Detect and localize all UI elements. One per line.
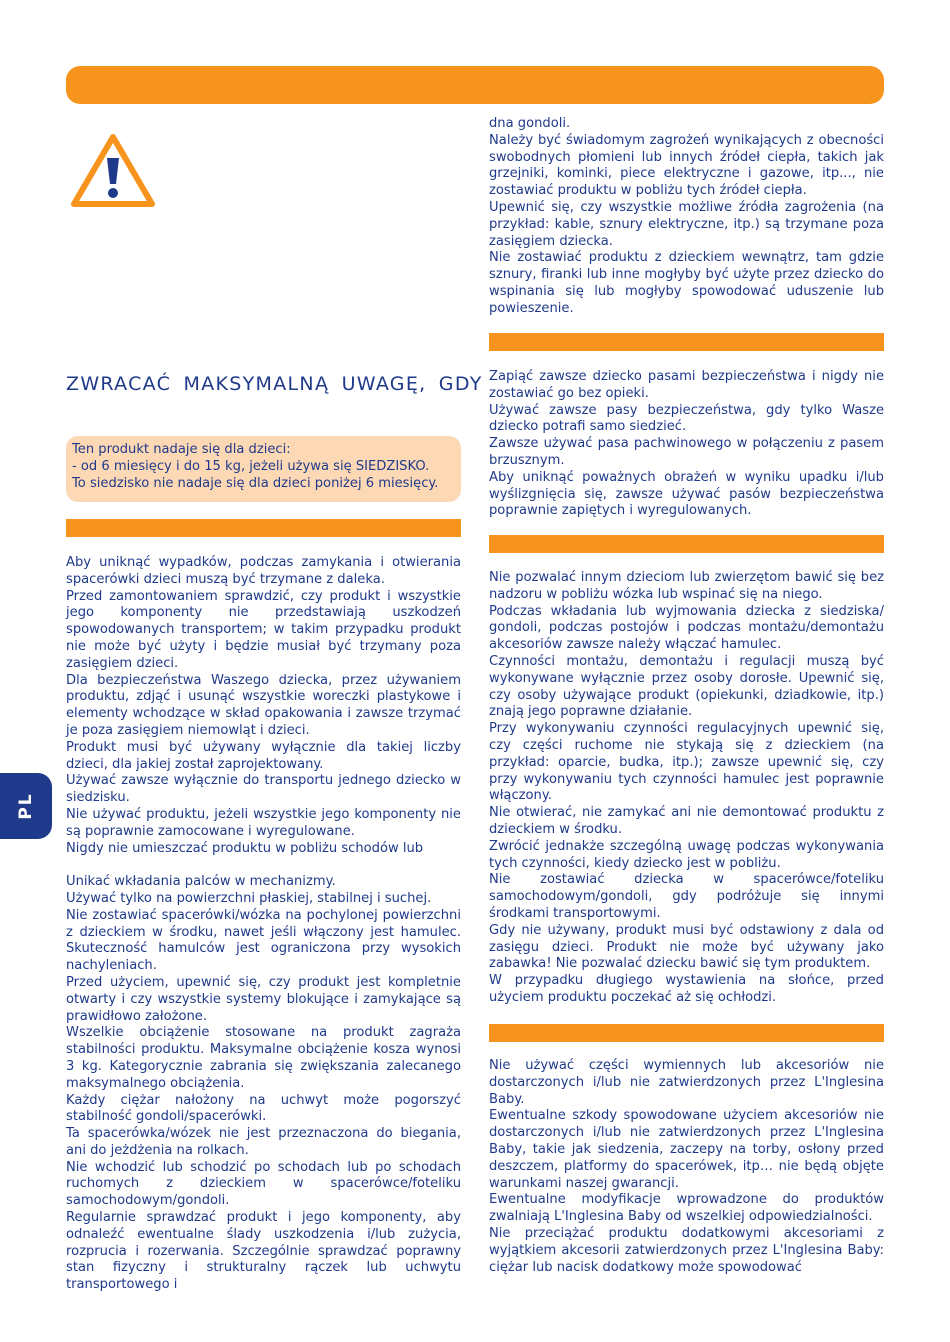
paragraph: Nie zostawiać spacerówki/wózka na pochylonej powierzchni z dzieckiem w środku, nawet jeśli włączony jest hamulec. Skuteczność hamulców jest ograniczona przy wysokich nachyleniach.	[66, 907, 461, 974]
right-column-accessories	[489, 1058, 884, 1276]
paragraph: Nie otwierać, nie zamykać ani nie demontować produktu z dzieckiem w środku.	[489, 805, 884, 837]
language-tab-label: PL	[16, 792, 36, 820]
warning-triangle-icon	[70, 132, 156, 210]
paragraph: Zapiąć zawsze dziecko pasami bezpieczeństwa i nigdy nie zostawiać go bez opieki.	[489, 369, 884, 401]
paragraph: Używać tylko na powierzchni płaskiej, stabilnej i suchej.	[66, 890, 432, 906]
left-column-main	[66, 555, 461, 1294]
paragraph: Ewentualne szkody spowodowane użyciem akcesoriów nie dostarczonych i/lub nie zatwierdzonych przez L'Inglesina Baby, takie jak siedzenia, zaczepy na torby, osłony przed deszczem, platformy do spacerówek, itp… nie będą objęte warunkami naszej gwarancji.	[489, 1108, 884, 1191]
paragraph: Nie wchodzić lub schodzić po schodach lub po schodach ruchomych z dzieckiem w spacerówce/foteliku samochodowym/gondoli.	[66, 1159, 461, 1209]
paragraph: Przy wykonywaniu czynności regulacyjnych upewnić się, czy części ruchome nie stykają się z dzieckiem (na przykład: oparcie, budka, itp.); zawsze upewnić się, czy przy wykonywaniu tych czynności hamulec jest poprawnie włączony.	[489, 721, 884, 804]
info-line: - od 6 miesięcy i do 15 kg, jeżeli używa się SIEDZISKO.	[72, 458, 430, 474]
paragraph: Wszelkie obciążenie stosowane na produkt zagraża stabilności produktu. Maksymalne obciążenie kosza wynosi 3 kg. Kategorycznie zabrania się zwiększania zalecanego maksymalnego obciążenia.	[66, 1025, 461, 1091]
paragraph: Aby uniknąć poważnych obrażeń w wyniku upadku i/lub wyślizgnięcia się, zawsze używać pasów bezpieczeństwa poprawnie zapiętych i wyregulowanych.	[489, 469, 884, 519]
paragraph: Przed zamontowaniem sprawdzić, czy produkt i wszystkie jego komponenty nie przedstawiają uszkodzeń spowodowanych transportem; w takim przypadku produkt nie może być użyty i będzie musiał być trzymany poza zasięgiem dzieci.	[66, 588, 461, 671]
paragraph: Nie zostawiać dziecka w spacerówce/foteliku samochodowym/gondoli, gdy podróżuje się innymi środkami transportowymi.	[489, 872, 884, 921]
right-column-top	[489, 116, 884, 318]
paragraph: Nigdy nie umieszczać produktu w pobliżu schodów lub	[66, 840, 424, 856]
paragraph: Dla bezpieczeństwa Waszego dziecka, przez używaniem produktu, zdjąć i usunąć wszystkie woreczki plastykowe i elementy wchodzące w skład opakowania i zawsze trzymać je poza zasięgiem niemowląt i dzieci.	[66, 672, 461, 738]
paragraph: Nie używać produktu, jeżeli wszystkie jego komponenty nie są poprawnie zamocowane i wyregulowane.	[66, 806, 461, 839]
paragraph: Aby uniknąć wypadków, podczas zamykania i otwierania spacerówki dzieci muszą być trzymane z daleka.	[66, 555, 461, 587]
paragraph: Każdy ciężar nałożony na uchwyt może pogorszyć stabilność gondoli/spacerówki.	[66, 1092, 461, 1125]
section-bar	[489, 333, 884, 351]
paragraph: Zwrócić jednakże szczególną uwagę podczas wykonywania tych czynności, kiedy dziecko jest w pobliżu.	[489, 838, 884, 871]
language-tab	[0, 773, 52, 839]
info-line: Ten produkt nadaje się dla dzieci:	[72, 442, 291, 457]
age-info-box	[66, 436, 461, 502]
spacer	[66, 857, 461, 874]
paragraph: Czynności montażu, demontażu i regulacji muszą być wykonywane wyłącznie przez osoby dorosłe. Upewnić się, czy osoby używające produkt (opiekunki, dziadkowie, itp.) znają jego poprawne działanie.	[489, 653, 884, 720]
paragraph: Należy być świadomym zagrożeń wynikających z obecności swobodnych płomieni lub innych źródeł ciepła, takich jak grzejniki, kominki, piece elektryczne i gazowe, itp..., nie zostawiać produktu w pobliżu tych źródeł ciepła.	[489, 132, 884, 199]
info-line: To siedzisko nie nadaje się dla dzieci poniżej 6 miesięcy.	[72, 475, 439, 491]
paragraph: Przed użyciem, upewnić się, czy produkt jest kompletnie otwarty i czy wszystkie systemy blokujące i zamykające są prawidłowo założone.	[66, 974, 461, 1024]
paragraph: dna gondoli.	[489, 116, 571, 131]
paragraph: W przypadku długiego wystawienia na słońce, przed użyciem produktu poczekać aż się ochłodzi.	[489, 973, 884, 1005]
paragraph: Nie używać części wymiennych lub akcesoriów nie dostarczonych i/lub nie zatwierdzonych przez L'Inglesina Baby.	[489, 1058, 884, 1107]
section-bar	[489, 535, 884, 553]
paragraph: Podczas wkładania lub wyjmowania dziecka z siedziska/ gondoli, podczas postojów i podczas montażu/demontażu akcesoriów zawsze należy włączać hamulec.	[489, 603, 884, 653]
paragraph: Regularnie sprawdzać produkt i jego komponenty, aby odnaleźć ewentualne ślady uszkodzenia i/lub zużycia, rozprucia i rozerwania. Szczególnie sprawdzać poprawny stan fizyczny i strukturalny rączek lub uchwytu transportowego i	[66, 1210, 461, 1293]
paragraph: Produkt musi być używany wyłącznie dla takiej liczby dzieci, dla jakiej został zaprojektowany.	[66, 739, 461, 772]
paragraph: Zawsze używać pasa pachwinowego w połączeniu z pasem brzusznym.	[489, 436, 884, 468]
top-header-bar	[66, 66, 884, 104]
paragraph: Używać zawsze pasy bezpieczeństwa, gdy tylko Wasze dziecko potrafi samo siedzieć.	[489, 402, 884, 435]
paragraph: Gdy nie używany, produkt musi być odstawiony z dala od zasięgu dzieci. Produkt nie może być używany jako zabawka! Nie pozwalać dziecku bawić się tym produktem.	[489, 922, 884, 972]
section-heading: ZWRACAĆ MAKSYMALNĄ UWAGĘ, GDY	[66, 373, 483, 395]
paragraph: Nie zostawiać produktu z dzieckiem wewnątrz, tam gdzie sznury, firanki lub inne mogłyby być użyte przez dziecko do wspinania się lub mogłyby spowodować uduszenie lub powieszenie.	[489, 250, 884, 316]
section-bar	[66, 519, 461, 537]
paragraph: Nie przeciążać produktu dodatkowymi akcesoriami z wyjątkiem akcesorii zatwierdzonych przez L'Inglesina Baby: ciężar lub nacisk dodatkowy może spowodować	[489, 1225, 884, 1275]
paragraph: Upewnić się, czy wszystkie możliwe źródła zagrożenia (na przykład: kable, sznury elektryczne, itp.) są trzymane poza zasięgiem dziecka.	[489, 199, 884, 249]
right-column-usage	[489, 570, 884, 1007]
section-bar	[489, 1024, 884, 1042]
paragraph: Unikać wkładania palców w mechanizmy.	[66, 874, 336, 890]
paragraph: Ta spacerówka/wózek nie jest przeznaczona do biegania, ani do jeżdżenia na rolkach.	[66, 1126, 461, 1158]
right-column-belts	[489, 369, 884, 520]
paragraph: Używać zawsze wyłącznie do transportu jednego dziecko w siedzisku.	[66, 773, 461, 806]
paragraph: Nie pozwalać innym dzieciom lub zwierzętom bawić się bez nadzoru w pobliżu wózka lub wspinać się na niego.	[489, 570, 884, 602]
paragraph: Ewentualne modyfikacje wprowadzone do produktów zwalniają L'Inglesina Baby od wszelkiej odpowiedzialności.	[489, 1192, 884, 1225]
